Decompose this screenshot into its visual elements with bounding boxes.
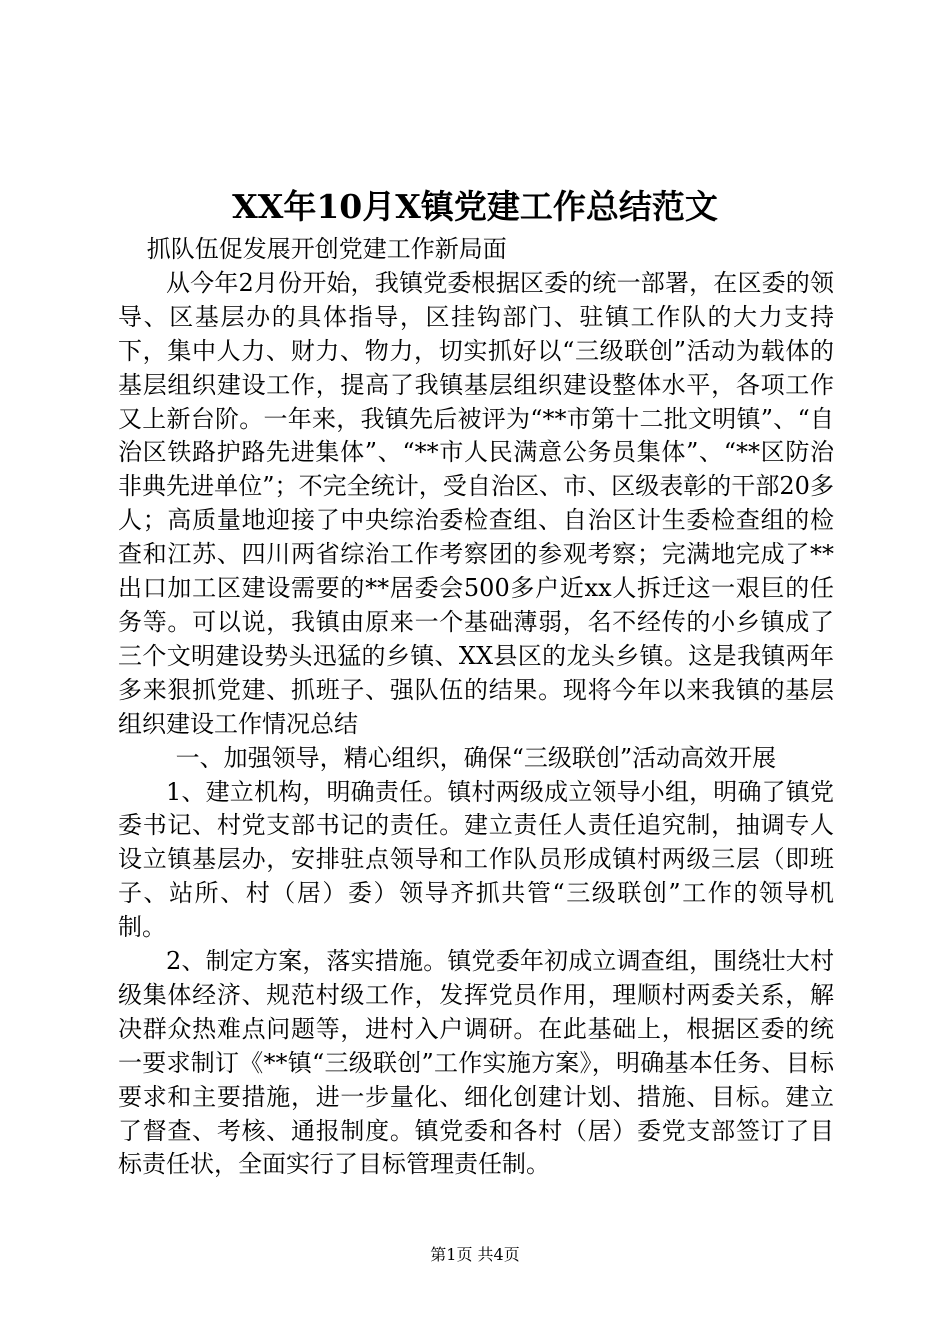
list-item: 2、制定方案，落实措施。镇党委年初成立调查组，围绕壮大村级集体经济、规范村级工作，发挥党员作用，理顺村两委关系，解决群众热难点问题等，进村入户调研。在此基础上，根据区委的统一要求制订《**镇“三级联创”工作实施方案》，明确基本任务、目标要求和主要措施，进一步量化、细化创建计划、措施、目标。建立了督查、考核、通报制度。镇党委和各村（居）委党支部签订了目标责任状，全面实行了目标管理责任制。 bbox=[118, 947, 834, 1179]
document-body bbox=[118, 233, 834, 1182]
document-title: XX年10月X镇党建工作总结范文 bbox=[232, 187, 718, 226]
intro-paragraph: 从今年2月份开始，我镇党委根据区委的统一部署，在区委的领导、区基层办的具体指导，区挂钩部门、驻镇工作队的大力支持下，集中人力、财力、物力，切实抓好以“三级联创”活动为载体的基层组织建设工作，提高了我镇基层组织建设整体水平，各项工作又上新台阶。一年来，我镇先后被评为“**市第十二批文明镇”、“自治区铁路护路先进集体”、“**市人民满意公务员集体”、“**区防治非典先进单位”；不完全统计，受自治区、市、区级表彰的干部20多人；高质量地迎接了中央综治委检查组、自治区计生委检查组的检查和江苏、四川两省综治工作考察团的参观考察；完满地完成了**出口加工区建设需要的**居委会500多户近xx人拆迁这一艰巨的任务等。可以说，我镇由原来一个基础薄弱，名不经传的小乡镇成了三个文明建设势头迅猛的乡镇、XX县区的龙头乡镇。这是我镇两年多来狠抓党建、抓班子、强队伍的结果。现将今年以来我镇的基层组织建设工作情况总结 bbox=[118, 268, 834, 738]
page-footer: 第1页 共4页 bbox=[430, 1245, 520, 1264]
document-subtitle: 抓队伍促发展开创党建工作新局面 bbox=[146, 235, 507, 263]
list-item: 1、建立机构，明确责任。镇村两级成立领导小组，明确了镇党委书记、村党支部书记的责任。建立责任人责任追究制，抽调专人设立镇基层办，安排驻点领导和工作队员形成镇村两级三层（即班子、站所、村（居）委）领导齐抓共管“三级联创”工作的领导机制。 bbox=[118, 777, 834, 942]
section-heading: 一、加强领导，精心组织，确保“三级联创”活动高效开展 bbox=[175, 743, 777, 772]
